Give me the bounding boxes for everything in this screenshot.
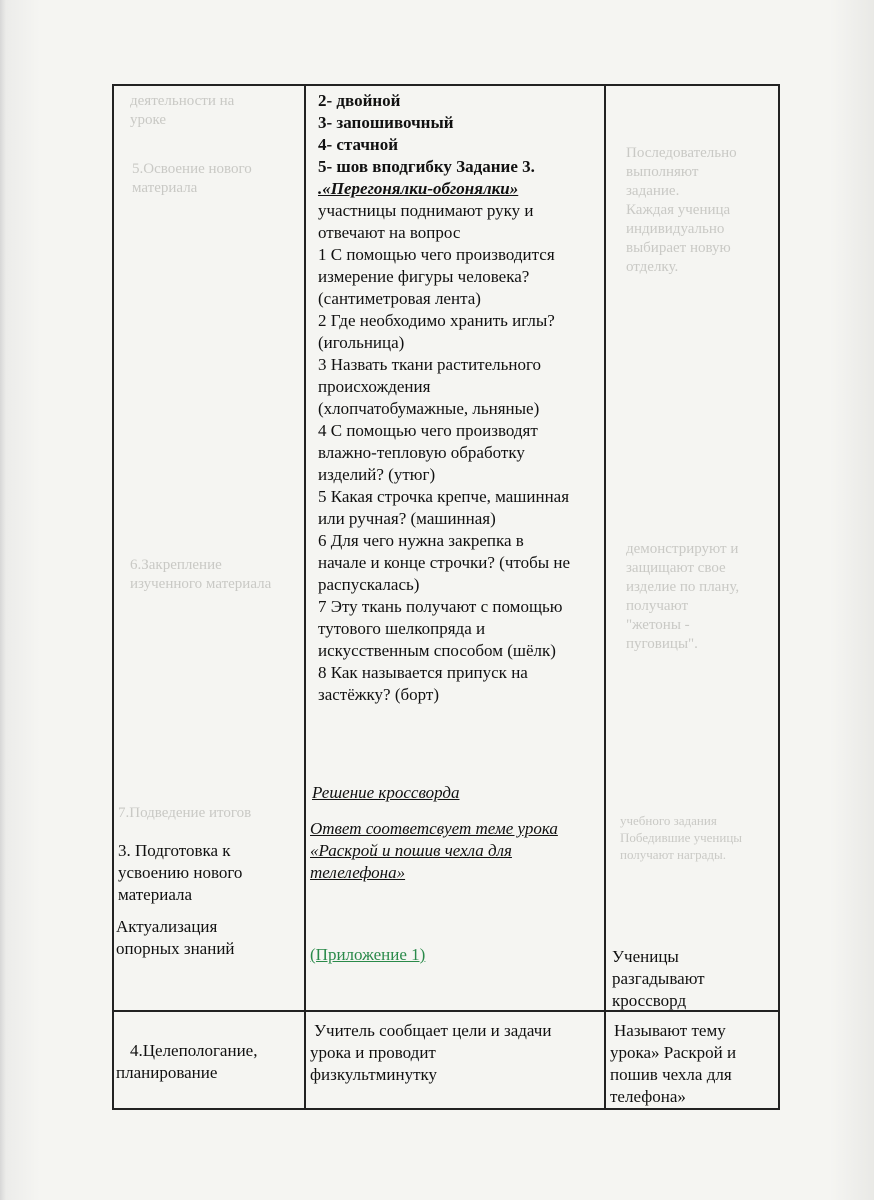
appendix-link[interactable]: (Приложение 1) bbox=[310, 945, 426, 964]
question-line: 8 Как называется припуск на bbox=[318, 663, 528, 682]
question-line: изделий? (утюг) bbox=[318, 465, 436, 484]
seam-line: 3- запошивочный bbox=[318, 113, 454, 132]
bleed-col3-row4: учебного задания Победившие ученицы получают награды. bbox=[620, 813, 743, 862]
question-line: тутового шелкопряда и bbox=[318, 619, 486, 638]
bleed-col3-row3: демонстрируют и защищают свое изделие по плану, получают "жетоны - пуговицы". bbox=[626, 541, 740, 652]
stage-4-teacher-activity: Учитель сообщает цели и задачи урока и проводит физкультминутку bbox=[310, 1021, 552, 1084]
question-line: (сантиметровая лента) bbox=[318, 289, 481, 308]
question-line: происхождения bbox=[318, 377, 431, 396]
question-line: 3 Назвать ткани растительного bbox=[318, 355, 542, 374]
stage-3-students-activity: Ученицы разгадывают кроссворд bbox=[612, 947, 705, 1010]
question-line: (игольница) bbox=[318, 333, 405, 352]
question-line: застёжку? (борт) bbox=[318, 685, 440, 704]
table-col-divider-2 bbox=[604, 84, 606, 1110]
bleed-col1-row2: 5.Освоение нового материала bbox=[132, 161, 252, 196]
question-line: отвечают на вопрос bbox=[318, 223, 461, 242]
bleed-col1-top: деятельности на уроке bbox=[130, 93, 235, 128]
bleed-col3-row2: Последовательно выполняют задание. Каждая ученица индивидуально выбирает новую отделку. bbox=[626, 145, 737, 275]
bleed-col1-row4: 7.Подведение итогов bbox=[118, 805, 252, 821]
row1-col2-content bbox=[318, 90, 604, 706]
table-right-border bbox=[778, 84, 780, 1110]
question-line: 5 Какая строчка крепче, машинная bbox=[318, 487, 570, 506]
question-line: 7 Эту ткань получают с помощью bbox=[318, 597, 563, 616]
stage-4-students-activity: Называют тему урока» Раскрой и пошив чехла для телефона» bbox=[610, 1021, 737, 1106]
question-line: 1 С помощью чего производится bbox=[318, 245, 555, 264]
table-bottom-border bbox=[112, 1108, 780, 1110]
table-left-border bbox=[112, 84, 114, 1110]
seam-line: 4- стачной bbox=[318, 135, 399, 154]
crossword-answer: Ответ соответсвует теме урока «Раскрой и пошив чехла для телелефона» bbox=[310, 819, 558, 882]
stage-3-title: 3. Подготовка к усвоению нового материала bbox=[118, 841, 243, 904]
question-line: (хлопчатобумажные, льняные) bbox=[318, 399, 540, 418]
game-title: .«Перегонялки-обгонялки» bbox=[318, 179, 519, 198]
table-col-divider-1 bbox=[304, 84, 306, 1110]
question-line: распускалась) bbox=[318, 575, 420, 594]
question-line: 4 С помощью чего производят bbox=[318, 421, 538, 440]
bleed-col1-row3: 6.Закрепление изученного материала bbox=[130, 557, 272, 592]
question-line: начале и конце строчки? (чтобы не bbox=[318, 553, 571, 572]
stage-4-title: 4.Целепологание, планирование bbox=[116, 1041, 258, 1082]
question-line: 2 Где необходимо хранить иглы? bbox=[318, 311, 555, 330]
question-line: или ручная? (машинная) bbox=[318, 509, 496, 528]
question-line: участницы поднимают руку и bbox=[318, 201, 534, 220]
question-line: измерение фигуры человека? bbox=[318, 267, 530, 286]
task-3-heading: 5- шов вподгибку Задание 3. bbox=[318, 157, 535, 176]
question-line: искусственным способом (шёлк) bbox=[318, 641, 556, 660]
crossword-label: Решение кроссворда bbox=[312, 783, 460, 802]
question-line: влажно-тепловую обработку bbox=[318, 443, 525, 462]
seam-line: 2- двойной bbox=[318, 91, 401, 110]
question-line: 6 Для чего нужна закрепка в bbox=[318, 531, 524, 550]
stage-3-subtitle: Актуализация опорных знаний bbox=[116, 917, 235, 958]
table-top-border bbox=[112, 84, 780, 86]
